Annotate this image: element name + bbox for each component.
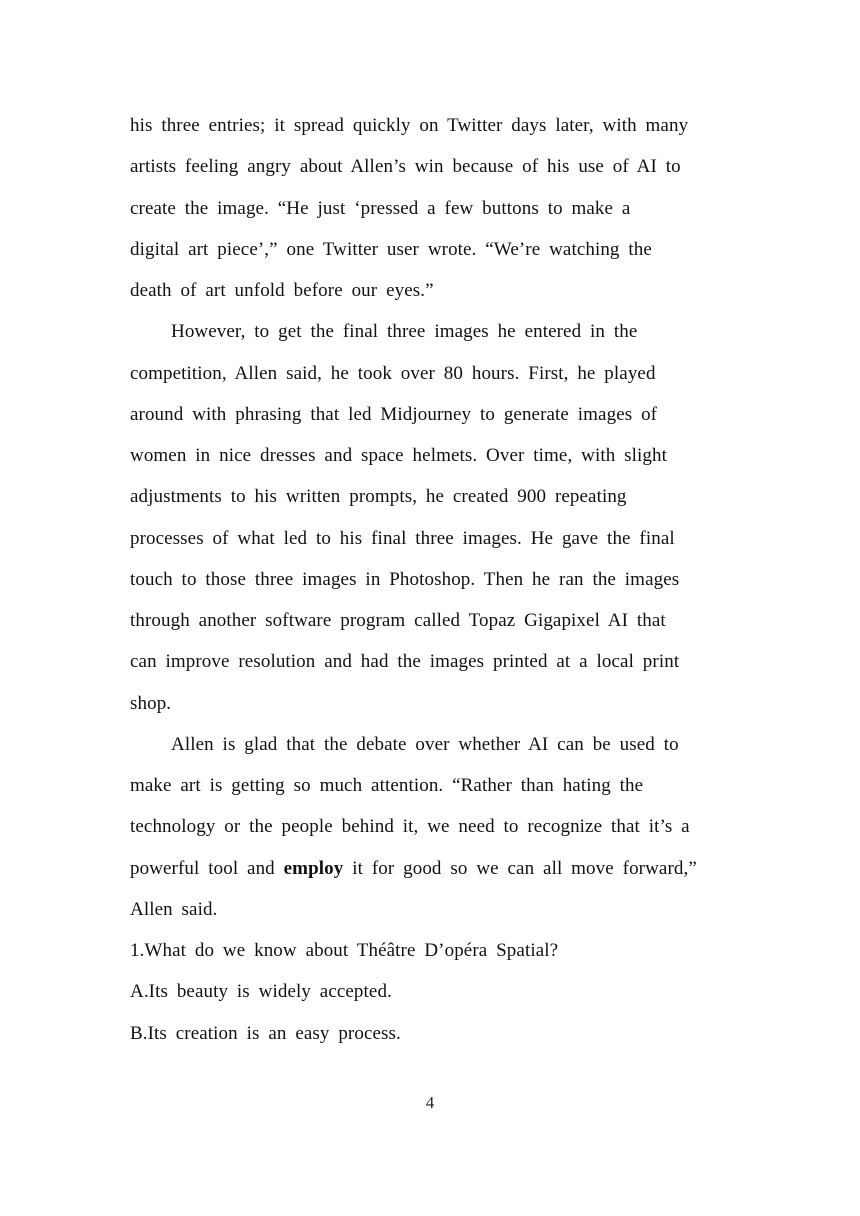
text-line (130, 857, 697, 881)
text-segment: it for good so we can all move forward,” (343, 858, 697, 879)
text-segment: powerful tool and (130, 858, 284, 879)
option-a: A.Its beauty is widely accepted. (130, 981, 392, 1002)
text-line: Allen said. (130, 899, 218, 920)
text-line: processes of what led to his final three images. He gave the final (130, 528, 675, 549)
text-line: through another software program called Topaz Gigapixel AI that (130, 610, 666, 631)
text-line: can improve resolution and had the images printed at a local print (130, 651, 680, 672)
text-line: women in nice dresses and space helmets. Over time, with slight (130, 445, 668, 466)
text-line: competition, Allen said, he took over 80 hours. First, he played (130, 363, 656, 384)
text-line: technology or the people behind it, we need to recognize that it’s a (130, 816, 690, 837)
option-b: B.Its creation is an easy process. (130, 1023, 401, 1044)
bold-word: employ (283, 858, 344, 879)
text-line: make art is getting so much attention. “Rather than hating the (130, 775, 644, 796)
page-number: 4 (425, 1093, 435, 1112)
text-line: around with phrasing that led Midjourney to generate images of (130, 404, 658, 425)
text-line: Allen is glad that the debate over whether AI can be used to (171, 734, 679, 755)
text-line: adjustments to his written prompts, he created 900 repeating (130, 486, 627, 507)
text-line: his three entries; it spread quickly on Twitter days later, with many (130, 115, 689, 136)
text-line: However, to get the final three images he entered in the (171, 321, 638, 342)
text-line: artists feeling angry about Allen’s win because of his use of AI to (130, 156, 681, 177)
question-text: 1.What do we know about Théâtre D’opéra Spatial? (130, 940, 559, 961)
text-line: death of art unfold before our eyes.” (130, 280, 434, 301)
text-line: touch to those three images in Photoshop. Then he ran the images (130, 569, 680, 590)
text-line: shop. (130, 693, 172, 714)
text-line: create the image. “He just ‘pressed a few buttons to make a (130, 198, 631, 219)
text-line: digital art piece’,” one Twitter user wrote. “We’re watching the (130, 239, 652, 260)
